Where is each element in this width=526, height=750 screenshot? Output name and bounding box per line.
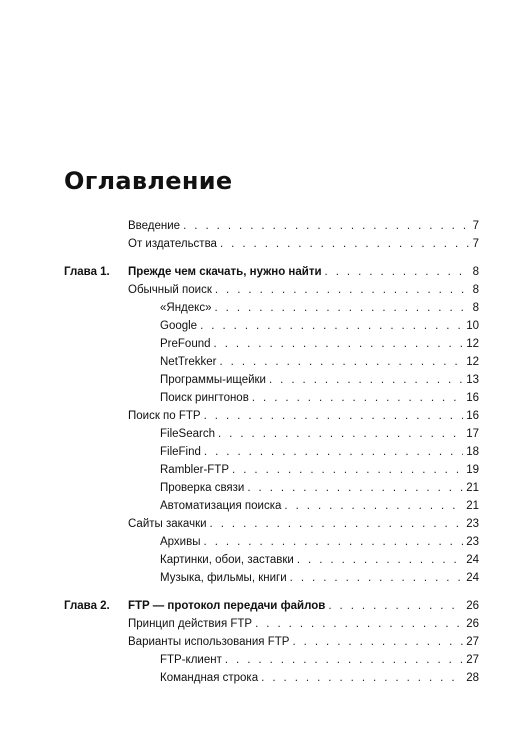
- toc-dot-leader: [297, 551, 463, 569]
- toc-chapter-row: [64, 597, 479, 615]
- toc-dot-leader: [204, 533, 464, 551]
- toc-entry-title: Варианты использования FTP: [128, 636, 290, 648]
- toc-entry-row: [160, 669, 479, 687]
- toc-entry-title: FileFind: [160, 446, 201, 458]
- toc-entry-row: [128, 281, 479, 299]
- toc-page-number: 8: [472, 302, 479, 314]
- toc-page-number: 12: [466, 338, 479, 350]
- toc-dot-leader: [214, 299, 469, 317]
- toc-dot-leader: [232, 461, 463, 479]
- toc-page-number: 16: [466, 392, 479, 404]
- toc-entry-row: [160, 443, 479, 461]
- toc-entry-title: Поиск по FTP: [128, 410, 201, 422]
- toc-page-number: 24: [466, 572, 479, 584]
- toc-page-number: 7: [472, 220, 479, 232]
- toc-dot-leader: [214, 335, 464, 353]
- toc-entry-row: [128, 217, 479, 235]
- toc-dot-leader: [220, 235, 470, 253]
- toc-entry-title: От издательства: [128, 238, 217, 250]
- toc-page-number: 23: [466, 518, 479, 530]
- toc-page-number: 21: [466, 482, 479, 494]
- toc-entry-title: Обычный поиск: [128, 284, 212, 296]
- toc-entry-row: [160, 497, 479, 515]
- toc-dot-leader: [325, 263, 470, 281]
- toc-chapter-label: Глава 1.: [64, 266, 110, 278]
- toc-entry-title: FileSearch: [160, 428, 215, 440]
- toc-page-number: 16: [466, 410, 479, 422]
- toc-page-number: 13: [466, 374, 479, 386]
- toc-page-number: 23: [466, 536, 479, 548]
- toc-dot-leader: [252, 389, 463, 407]
- toc-dot-leader: [284, 497, 463, 515]
- toc-entry-row: [160, 335, 479, 353]
- toc-page-number: 28: [466, 672, 479, 684]
- toc-dot-leader: [269, 371, 463, 389]
- toc-entry-row: [160, 299, 479, 317]
- toc-entry-row: [128, 615, 479, 633]
- toc-dot-leader: [328, 597, 463, 615]
- toc-page-number: 8: [472, 266, 479, 278]
- toc-dot-leader: [247, 479, 463, 497]
- toc-page-number: 7: [472, 238, 479, 250]
- toc-dot-leader: [210, 515, 464, 533]
- toc-entry-title: Прежде чем скачать, нужно найти: [128, 266, 322, 278]
- toc-entry-title: «Яндекс»: [160, 302, 212, 314]
- toc-entry-row: [160, 317, 479, 335]
- toc-chapter-label: Глава 2.: [64, 600, 110, 612]
- toc-page-number: 24: [466, 554, 479, 566]
- toc-entry-row: [160, 551, 479, 569]
- toc-entry-title: Музыка, фильмы, книги: [160, 572, 287, 584]
- toc-entry-title: NetTrekker: [160, 356, 217, 368]
- toc-entry-title: FTP-клиент: [160, 654, 222, 666]
- toc-dot-leader: [225, 651, 463, 669]
- toc-entry-title: Программы-ищейки: [160, 374, 266, 386]
- toc-entry-title: Проверка связи: [160, 482, 245, 494]
- toc-dot-leader: [204, 407, 464, 425]
- toc-entry-row: [160, 389, 479, 407]
- toc-entry-row: [160, 479, 479, 497]
- toc-entry-title: Картинки, обои, заставки: [160, 554, 294, 566]
- toc-entry-row: [160, 371, 479, 389]
- toc-page-number: 26: [466, 618, 479, 630]
- toc-page-number: 27: [466, 654, 479, 666]
- toc-page-number: 19: [466, 464, 479, 476]
- toc-dot-leader: [200, 317, 463, 335]
- toc-entry-row: [160, 651, 479, 669]
- toc-page-number: 27: [466, 636, 479, 648]
- toc-dot-leader: [261, 669, 463, 687]
- toc-entry-title: Введение: [128, 220, 181, 232]
- toc-entry-row: [128, 407, 479, 425]
- toc-dot-leader: [219, 353, 463, 371]
- toc-dot-leader: [290, 569, 464, 587]
- toc-page-number: 18: [466, 446, 479, 458]
- toc-entry-row: [128, 235, 479, 253]
- toc-dot-leader: [218, 425, 463, 443]
- toc-entry-row: [160, 569, 479, 587]
- toc-entry-title: Архивы: [160, 536, 201, 548]
- toc-entry-title: PreFound: [160, 338, 211, 350]
- toc-entry-title: Rambler-FTP: [160, 464, 230, 476]
- toc-entry-row: [160, 353, 479, 371]
- toc-entry-title: Командная строка: [160, 672, 259, 684]
- toc-page-number: 12: [466, 356, 479, 368]
- toc-entry-row: [128, 633, 479, 651]
- toc-entry-title: Автоматизация поиска: [160, 500, 282, 512]
- toc-page-number: 26: [466, 600, 479, 612]
- toc-dot-leader: [183, 217, 470, 235]
- toc-entry-title: Принцип действия FTP: [128, 618, 253, 630]
- toc-dot-leader: [215, 281, 470, 299]
- toc-dot-leader: [292, 633, 463, 651]
- toc-page-number: 21: [466, 500, 479, 512]
- toc-entry-title: FTP — протокол передачи файлов: [128, 600, 326, 612]
- page-title: Оглавление: [64, 167, 233, 195]
- toc-chapter-row: [64, 263, 479, 281]
- toc-entry-row: [160, 533, 479, 551]
- toc-dot-leader: [255, 615, 463, 633]
- toc-page-number: 8: [472, 284, 479, 296]
- toc-entry-title: Поиск рингтонов: [160, 392, 249, 404]
- toc-entry-row: [128, 515, 479, 533]
- toc-dot-leader: [204, 443, 463, 461]
- toc-page-number: 17: [466, 428, 479, 440]
- toc-entry-row: [160, 425, 479, 443]
- toc-entry-row: [160, 461, 479, 479]
- toc-entry-title: Сайты закачки: [128, 518, 207, 530]
- toc-entry-title: Google: [160, 320, 198, 332]
- toc-page-number: 10: [466, 320, 479, 332]
